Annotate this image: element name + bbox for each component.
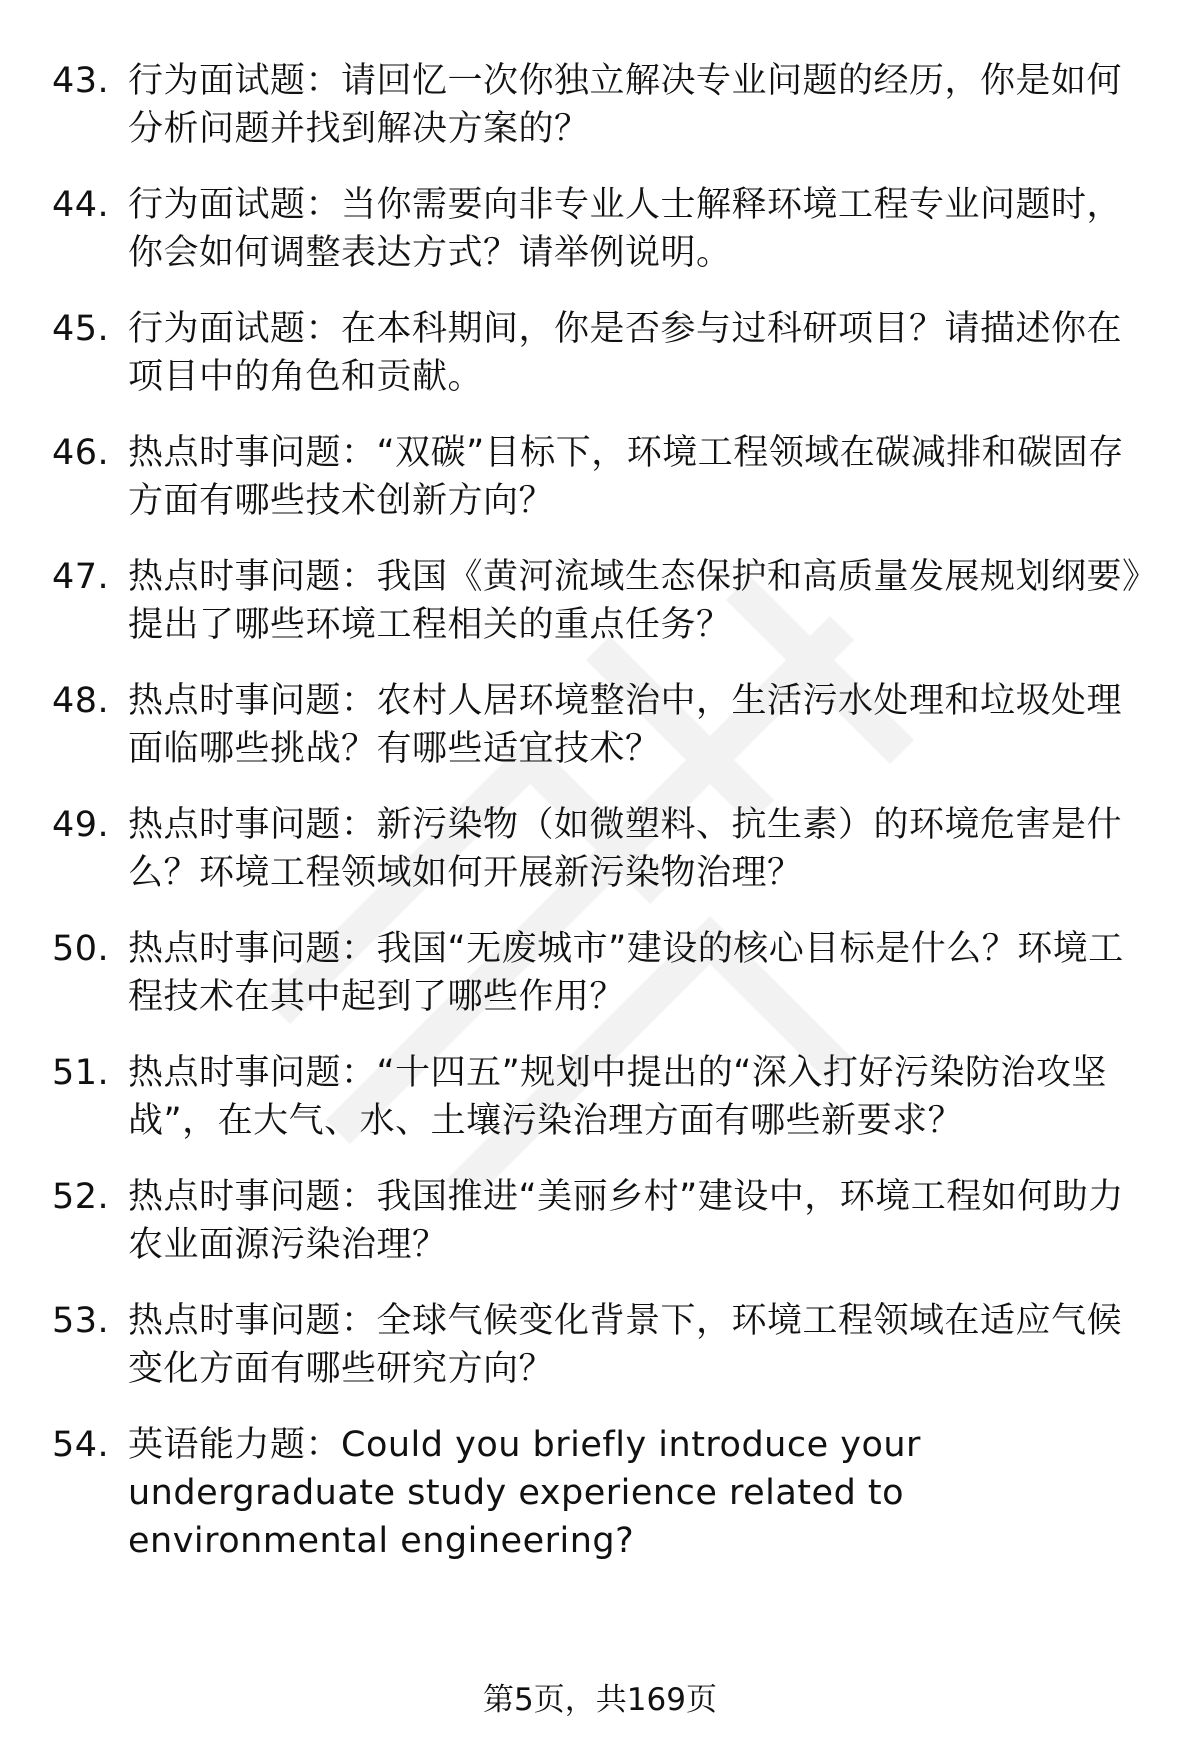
item-number: 43.: [52, 61, 110, 101]
item-text: 行为面试题：请回忆一次你独立解决专业问题的经历，你是如何分析问题并找到解决方案的？: [128, 61, 1123, 149]
list-item: [52, 1049, 1152, 1145]
list-item: [52, 181, 1152, 277]
question-list: [52, 57, 1152, 1593]
list-item: [52, 305, 1152, 401]
item-number: 50.: [52, 929, 110, 969]
item-text: 热点时事问题：“双碳”目标下，环境工程领域在碳减排和碳固存方面有哪些技术创新方向？: [128, 433, 1124, 521]
item-text: 热点时事问题：我国《黄河流域生态保护和高质量发展规划纲要》提出了哪些环境工程相关的重点任务？: [128, 557, 1141, 645]
list-item: [52, 677, 1152, 773]
list-item: [52, 57, 1152, 153]
list-item: [52, 1173, 1152, 1269]
item-number: 46.: [52, 433, 110, 473]
item-text: 英语能力题：Could you briefly introduce your undergraduate study experience related to environmental engineering?: [128, 1425, 921, 1561]
list-item: [52, 1421, 1152, 1565]
list-item: [52, 925, 1152, 1021]
item-number: 54.: [52, 1425, 110, 1465]
item-text: 热点时事问题：农村人居环境整治中，生活污水处理和垃圾处理面临哪些挑战？有哪些适宜技术？: [128, 681, 1123, 769]
item-number: 44.: [52, 185, 110, 225]
item-number: 45.: [52, 309, 110, 349]
item-number: 47.: [52, 557, 110, 597]
list-item: [52, 1297, 1152, 1393]
item-number: 52.: [52, 1177, 110, 1217]
item-text: 热点时事问题：“十四五”规划中提出的“深入打好污染防治攻坚战”，在大气、水、土壤污染治理方面有哪些新要求？: [128, 1053, 1107, 1141]
item-number: 49.: [52, 805, 110, 845]
item-text: 行为面试题：在本科期间，你是否参与过科研项目？请描述你在项目中的角色和贡献。: [128, 309, 1123, 397]
item-number: 48.: [52, 681, 110, 721]
list-item: [52, 553, 1152, 649]
page-number-label: 第5页，共169页: [483, 1682, 717, 1718]
item-text: 热点时事问题：我国推进“美丽乡村”建设中，环境工程如何助力农业面源污染治理？: [128, 1177, 1124, 1265]
item-text: 热点时事问题：全球气候变化背景下，环境工程领域在适应气候变化方面有哪些研究方向？: [128, 1301, 1123, 1389]
item-text: 热点时事问题：新污染物（如微塑料、抗生素）的环境危害是什么？环境工程领域如何开展新污染物治理？: [128, 805, 1123, 893]
item-number: 53.: [52, 1301, 110, 1341]
item-number: 51.: [52, 1053, 110, 1093]
item-text: 行为面试题：当你需要向非专业人士解释环境工程专业问题时，你会如何调整表达方式？请举例说明。: [128, 185, 1123, 273]
list-item: [52, 429, 1152, 525]
list-item: [52, 801, 1152, 897]
page-footer: [0, 1680, 1200, 1720]
item-text: 热点时事问题：我国“无废城市”建设的核心目标是什么？环境工程技术在其中起到了哪些作用？: [128, 929, 1124, 1017]
